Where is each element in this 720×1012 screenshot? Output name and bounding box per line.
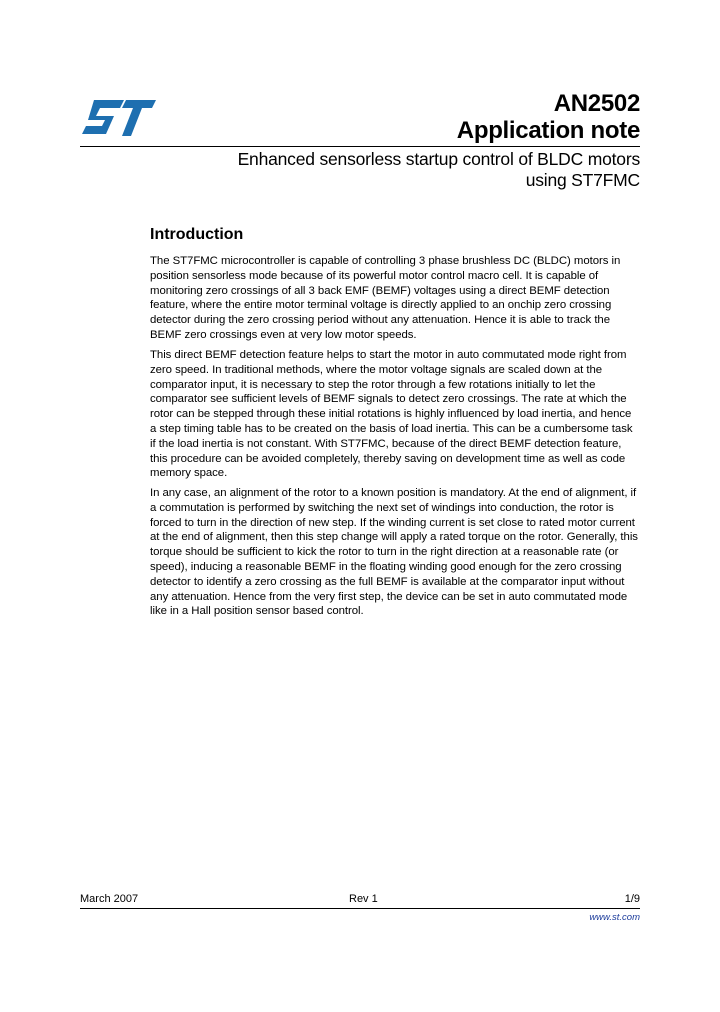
footer-date: March 2007 bbox=[80, 893, 139, 905]
subtitle-line-1: Enhanced sensorless startup control of BLDC motors bbox=[237, 149, 640, 169]
section-heading-introduction: Introduction bbox=[150, 226, 244, 243]
document-subtitle bbox=[160, 149, 640, 191]
header-divider bbox=[80, 146, 640, 147]
document-number: AN2502 bbox=[553, 90, 640, 117]
paragraph-3: In any case, an alignment of the rotor to a known position is mandatory. At the end of alignment, if a commutation is performed by switching the next set of windings into conduction, the rotor is forced to turn in the direction of new step. If the winding current is set close to rated motor current at the end of alignment, then this step change will apply a rated torque on the rotor. Generally, this torque should be sufficient to kick the rotor to turn in the right direction at a reasonable rate (or speed), inducing a reasonable BEMF in the floating winding good enough for the zero crossing detector to identify a zero crossing as the full BEMF is available at the comparator input without any attenuation. Hence from the very first step, the device can be set in auto commutated mode like in a Hall position sensor based control. bbox=[150, 487, 638, 618]
footer-revision: Rev 1 bbox=[349, 893, 378, 905]
subtitle-line-2: using ST7FMC bbox=[525, 170, 640, 190]
footer-divider bbox=[80, 908, 640, 909]
document-type: Application note bbox=[456, 117, 640, 144]
paragraph-2: This direct BEMF detection feature helps to start the motor in auto commutated mode right from zero speed. In traditional methods, where the motor voltage signals are scaled down at the comparator input, it is necessary to step the rotor through a few rotations initially to let the comparator see sufficient levels of BEMF signals to detect zero crossings. The rate at which the rotor can be stepped through these initial rotations is highly influenced by load inertia, and hence a step timing table has to be created on the basis of load inertia. This can be a cumbersome task if the load inertia is not constant. With ST7FMC, because of the direct BEMF detection feature, this procedure can be avoided completely, thereby saving on development time as well as code memory space. bbox=[150, 349, 633, 480]
footer-page-number: 1/9 bbox=[624, 893, 640, 905]
website-link[interactable]: www.st.com bbox=[589, 912, 640, 923]
paragraph-1: The ST7FMC microcontroller is capable of controlling 3 phase brushless DC (BLDC) motors in position sensorless mode because of its powerful motor control macro cell. It is capable of monitoring zero crossings of all 3 back EMF (BEMF) voltages using a direct BEMF detection feature, where the entire motor terminal voltage is directly applied to an onchip zero crossing detector during the zero crossing period without any attenuation. Hence it is able to track the BEMF zero crossings even at very low motor speeds. bbox=[150, 255, 621, 341]
st-logo-icon bbox=[80, 96, 158, 140]
